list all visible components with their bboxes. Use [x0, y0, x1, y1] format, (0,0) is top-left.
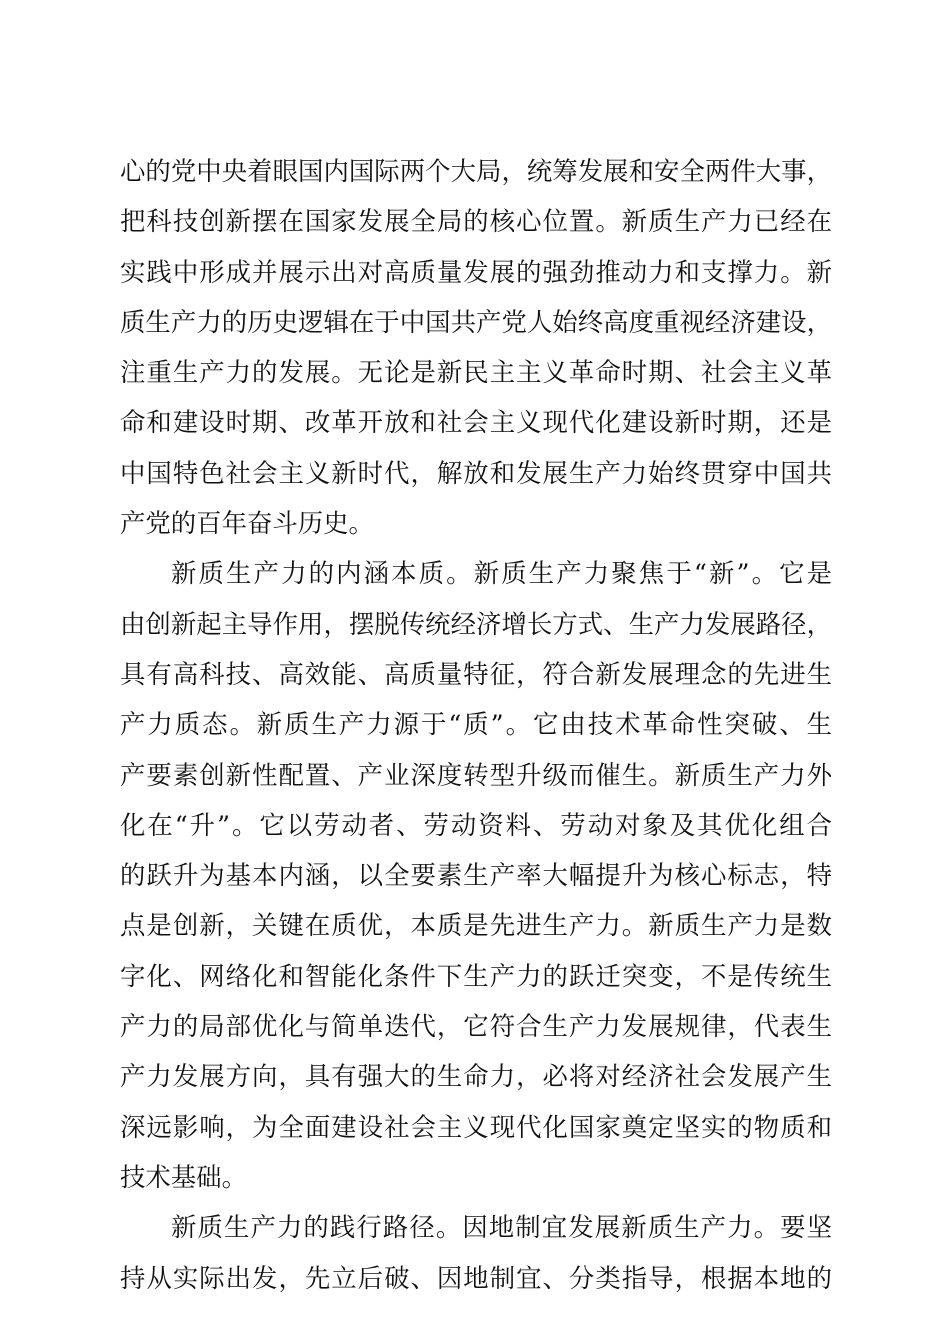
text-line: 产力质态。新质生产力源于“质”。它由技术革命性突破、生: [120, 709, 832, 740]
text-line: 由创新起主导作用，摆脱传统经济增长方式、生产力发展路径，: [120, 608, 832, 639]
text-line: 质生产力的历史逻辑在于中国共产党人始终高度重视经济建设，: [120, 306, 832, 337]
text-line: 把科技创新摆在国家发展全局的核心位置。新质生产力已经在: [120, 206, 832, 237]
text-line: 中国特色社会主义新时代，解放和发展生产力始终贯穿中国共: [120, 457, 832, 488]
text-line: 技术基础。: [120, 1161, 247, 1192]
paragraph-history-logic: [120, 146, 832, 548]
paragraph-essence: [120, 548, 832, 1202]
document-body: [120, 146, 832, 1303]
text-line: 新质生产力的践行路径。因地制宜发展新质生产力。要坚: [171, 1212, 832, 1243]
text-line: 实践中形成并展示出对高质量发展的强劲推动力和支撑力。新: [120, 256, 832, 287]
text-line: 的跃升为基本内涵，以全要素生产率大幅提升为核心标志，特: [120, 860, 832, 891]
text-line: 具有高科技、高效能、高质量特征，符合新发展理念的先进生: [120, 658, 832, 689]
text-line: 心的党中央着眼国内国际两个大局，统筹发展和安全两件大事，: [120, 156, 832, 186]
text-line: 字化、网络化和智能化条件下生产力的跃迁突变，不是传统生: [120, 960, 832, 991]
text-line: 深远影响，为全面建设社会主义现代化国家奠定坚实的物质和: [120, 1111, 832, 1142]
text-line: 产力发展方向，具有强大的生命力，必将对经济社会发展产生: [120, 1061, 832, 1092]
text-line: 产党的百年奋斗历史。: [120, 508, 374, 539]
text-line: 持从实际出发，先立后破、因地制宜、分类指导，根据本地的: [120, 1262, 832, 1293]
text-line: 产要素创新性配置、产业深度转型升级而催生。新质生产力外: [120, 759, 832, 790]
paragraph-practice-path: [120, 1202, 832, 1303]
text-line: 新质生产力的内涵本质。新质生产力聚焦于“新”。它是: [171, 558, 832, 589]
text-line: 化在“升”。它以劳动者、劳动资料、劳动对象及其优化组合: [120, 809, 832, 840]
text-line: 命和建设时期、改革开放和社会主义现代化建设新时期，还是: [120, 407, 832, 438]
text-line: 点是创新，关键在质优，本质是先进生产力。新质生产力是数: [120, 910, 832, 941]
text-line: 产力的局部优化与简单迭代，它符合生产力发展规律，代表生: [120, 1011, 832, 1042]
text-line: 注重生产力的发展。无论是新民主主义革命时期、社会主义革: [120, 357, 832, 388]
